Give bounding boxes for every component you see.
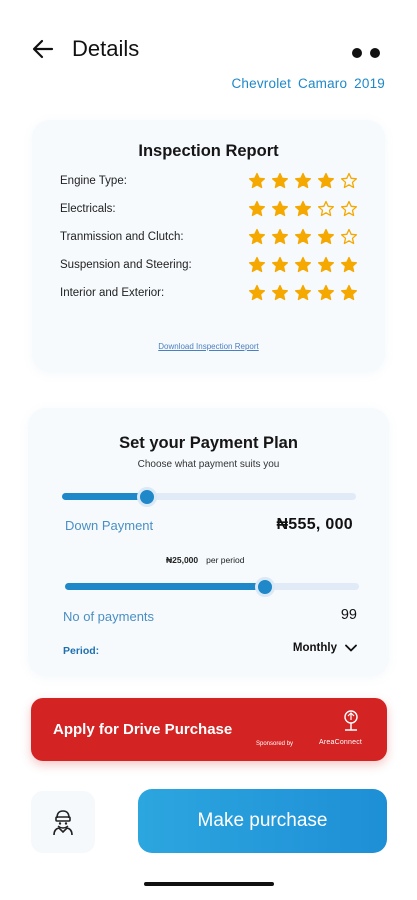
rating-label: Tranmission and Clutch:: [60, 231, 184, 243]
star-filled-icon: [248, 200, 266, 218]
payments-slider[interactable]: [65, 577, 359, 597]
inspection-report-card: [32, 120, 385, 372]
star-filled-icon: [294, 284, 312, 302]
download-report-link[interactable]: Download Inspection Report: [158, 342, 259, 351]
more-options-button[interactable]: [352, 48, 388, 62]
make-purchase-button[interactable]: Make purchase: [138, 789, 387, 853]
back-button[interactable]: [30, 36, 56, 62]
payment-title: Set your Payment Plan: [119, 434, 298, 452]
rating-row: [60, 200, 360, 220]
period-label: Period:: [63, 645, 100, 657]
sponsored-by-text: Sponsored by: [256, 741, 294, 747]
rating-label: Interior and Exterior:: [60, 287, 165, 299]
star-filled-icon: [248, 228, 266, 246]
sponsor-logo-icon: [331, 709, 371, 733]
star-outline-icon: [340, 228, 358, 246]
payment-subtitle: Choose what payment suits you: [137, 459, 280, 470]
more-dots-icon: [352, 48, 362, 58]
star-filled-icon: [317, 284, 335, 302]
sponsor-name: AreaConnect: [319, 739, 363, 746]
slider-fill: [65, 583, 265, 590]
star-filled-icon: [317, 256, 335, 274]
star-filled-icon: [248, 284, 266, 302]
slider-thumb[interactable]: [137, 487, 157, 507]
rating-row: [60, 172, 360, 192]
rating-stars: [248, 172, 358, 190]
per-period-text: [166, 555, 244, 565]
star-filled-icon: [294, 256, 312, 274]
rating-stars: [248, 228, 358, 246]
payments-label: No of payments: [63, 609, 155, 624]
star-outline-icon: [340, 200, 358, 218]
star-filled-icon: [340, 284, 358, 302]
rating-stars: [248, 284, 358, 302]
inspection-title: Inspection Report: [138, 142, 279, 160]
dealer-person-icon: [51, 808, 75, 836]
rating-label: Suspension and Steering:: [60, 259, 192, 271]
rating-stars: [248, 200, 358, 218]
period-select[interactable]: [293, 642, 357, 654]
rating-row: [60, 256, 360, 276]
down-payment-slider[interactable]: [62, 487, 356, 507]
star-filled-icon: [248, 172, 266, 190]
star-filled-icon: [294, 228, 312, 246]
star-filled-icon: [294, 172, 312, 190]
rating-label: Electricals:: [60, 203, 116, 215]
star-filled-icon: [271, 200, 289, 218]
chevron-down-icon: [345, 644, 357, 652]
star-filled-icon: [248, 256, 266, 274]
more-dots-icon: [370, 48, 380, 58]
per-period-label: per period: [206, 555, 245, 565]
car-name: Chevrolet Camaro 2019: [231, 76, 385, 91]
star-filled-icon: [271, 284, 289, 302]
home-indicator: [144, 882, 274, 886]
arrow-left-icon: [30, 36, 56, 62]
dealer-button[interactable]: [31, 791, 95, 853]
period-value: Monthly: [292, 642, 337, 654]
down-payment-label: Down Payment: [65, 518, 154, 533]
payment-plan-card: [28, 408, 389, 676]
rating-row: [60, 284, 360, 304]
per-period-amount: ₦25,000: [166, 555, 199, 565]
drive-purchase-label: Apply for Drive Purchase: [53, 721, 233, 738]
drive-purchase-banner[interactable]: [31, 698, 387, 761]
star-filled-icon: [294, 200, 312, 218]
star-outline-icon: [340, 172, 358, 190]
rating-label: Engine Type:: [60, 175, 127, 187]
down-payment-value: ₦555, 000: [276, 516, 353, 533]
slider-thumb[interactable]: [255, 577, 275, 597]
header: [0, 0, 417, 100]
star-filled-icon: [317, 172, 335, 190]
star-outline-icon: [317, 200, 335, 218]
star-filled-icon: [340, 256, 358, 274]
rating-stars: [248, 256, 358, 274]
slider-fill: [62, 493, 147, 500]
star-filled-icon: [317, 228, 335, 246]
star-filled-icon: [271, 256, 289, 274]
star-filled-icon: [271, 172, 289, 190]
star-filled-icon: [271, 228, 289, 246]
payments-value: 99: [340, 607, 357, 623]
rating-row: [60, 228, 360, 248]
page-title: Details: [72, 36, 140, 61]
